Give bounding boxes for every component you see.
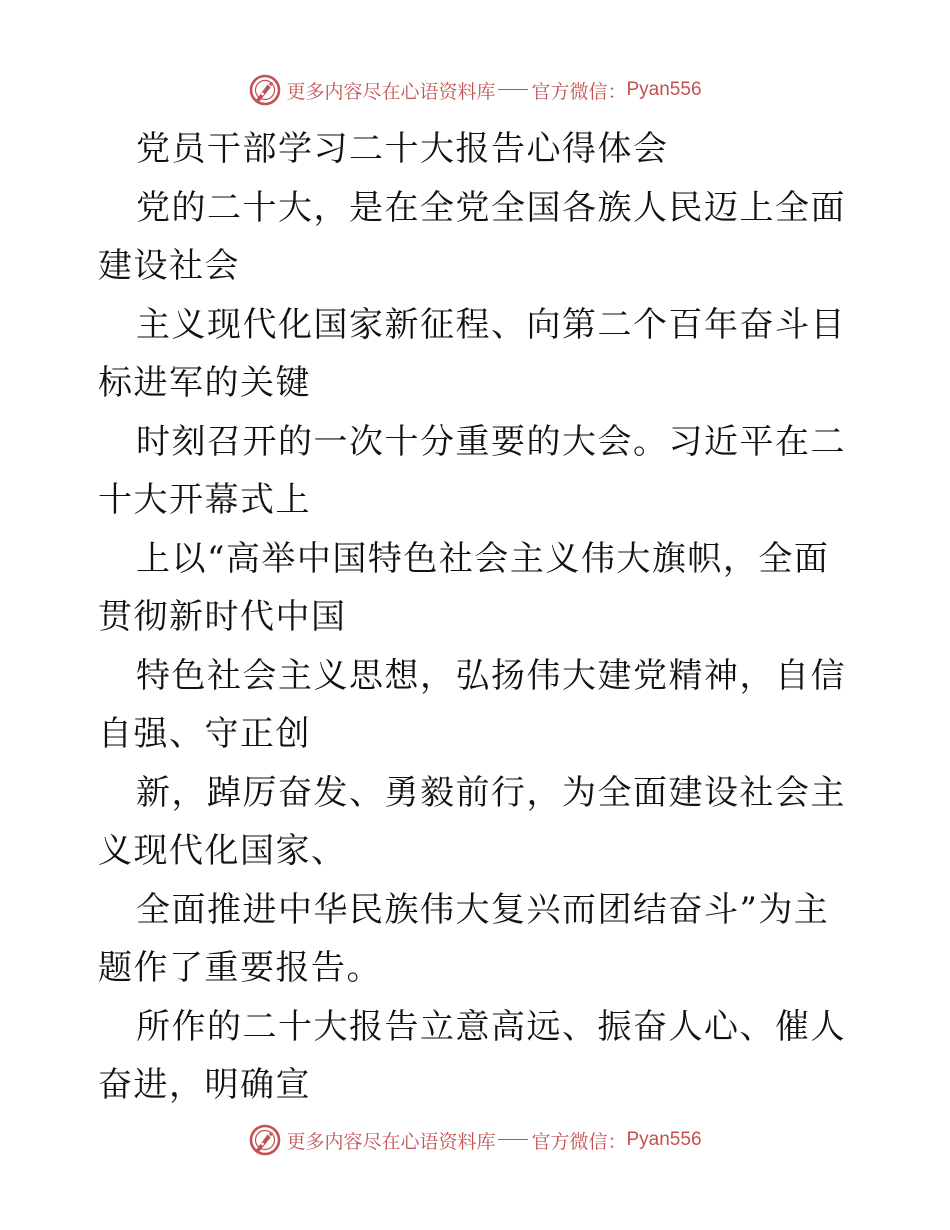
footer-banner [0, 1120, 950, 1160]
document-paragraph: 党的二十大，是在全党全国各族人民迈上全面建设社会 [98, 187, 846, 286]
footer-banner-dash [498, 1139, 528, 1140]
header-wechat-id: Pyan556 [626, 79, 702, 100]
pen-nib-logo-icon [248, 1123, 282, 1157]
footer-banner-text: 更多内容尽在心语资料库 [286, 1130, 496, 1153]
header-banner [0, 70, 950, 110]
footer-wechat-id: Pyan556 [626, 1129, 702, 1150]
document-paragraph: 上以“高举中国特色社会主义伟大旗帜，全面贯彻新时代中国 [98, 538, 830, 637]
footer-wechat-label: 官方微信： [531, 1130, 627, 1153]
document-paragraph: 所作的二十大报告立意高远、振奋人心、催人奋进，明确宣 [98, 1006, 846, 1105]
document-paragraph: 主义现代化国家新征程、向第二个百年奋斗目标进军的关键 [98, 304, 846, 403]
document-body [98, 120, 858, 1115]
header-banner-dash [498, 89, 528, 90]
document-paragraph: 新，踔厉奋发、勇毅前行，为全面建设社会主义现代化国家、 [98, 772, 846, 871]
header-banner-text: 更多内容尽在心语资料库 [286, 80, 496, 103]
document-title: 党员干部学习二十大报告心得体会 [136, 129, 669, 169]
pen-nib-logo-icon [248, 73, 282, 107]
document-paragraph: 特色社会主义思想，弘扬伟大建党精神，自信自强、守正创 [98, 655, 846, 754]
document-paragraph: 时刻召开的一次十分重要的大会。习近平在二十大开幕式上 [98, 421, 846, 520]
header-wechat-label: 官方微信： [531, 80, 627, 103]
document-paragraph: 全面推进中华民族伟大复兴而团结奋斗”为主题作了重要报告。 [98, 889, 830, 988]
